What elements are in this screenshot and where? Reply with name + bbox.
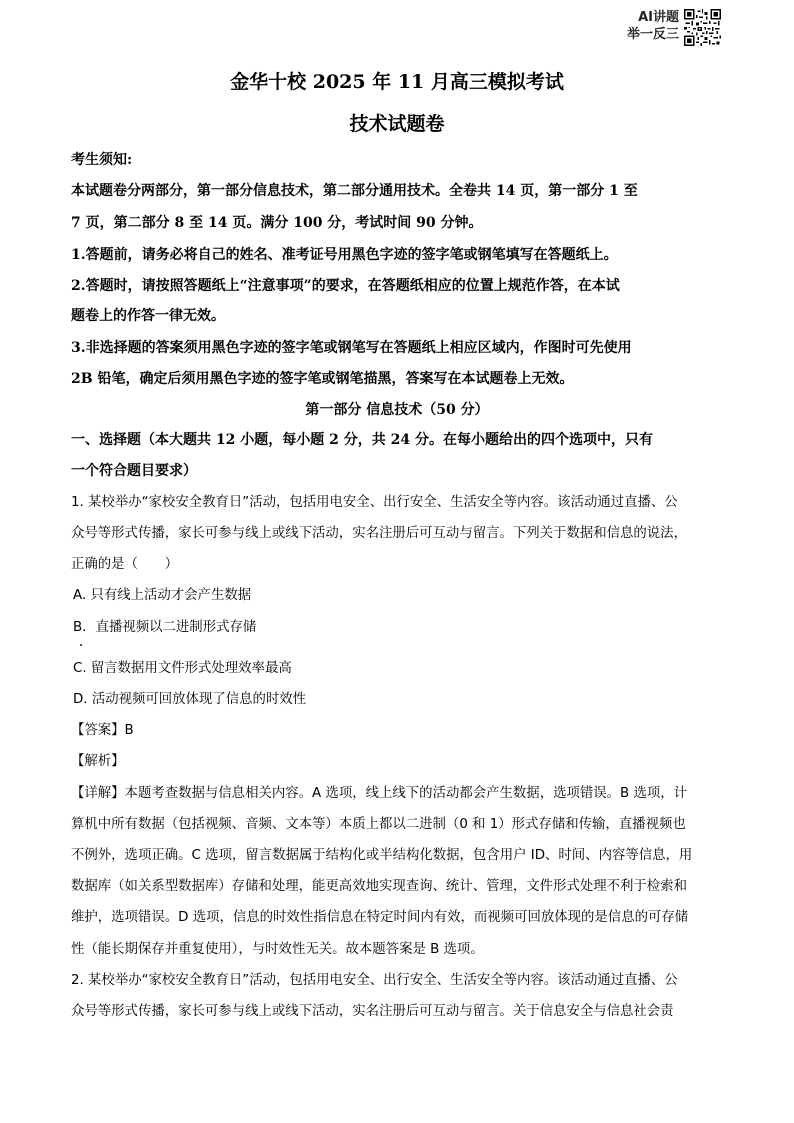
question-1-option-c: C. 留言数据用文件形式处理效率最高 bbox=[73, 661, 292, 676]
question-1-analysis-line: 不例外，选项正确。C 选项，留言数据属于结构化或半结构化数据，包含用户 ID、时间、内容等信息，用 bbox=[71, 848, 693, 863]
question-2-stem: 2. 某校举办“家校安全教育日”活动，包括用电安全、出行安全、生活安全等内容。该活动通过直播、公 bbox=[71, 973, 678, 988]
badge-text bbox=[613, 9, 679, 43]
question-1-analysis-line: 【详解】本题考查数据与信息相关内容。A 选项，线上线下的活动都会产生数据，选项错误。B 选项，计 bbox=[71, 786, 688, 801]
exam-title: 金华十校 2025 年 11 月高三模拟考试 bbox=[230, 71, 564, 93]
paper-subtitle: 技术试题卷 bbox=[349, 113, 445, 135]
notice-line: 本试题卷分两部分，第一部分信息技术，第二部分通用技术。全卷共 14 页，第一部分 1 至 bbox=[71, 183, 638, 199]
question-1-analysis-line: 算机中所有数据（包括视频、音频、文本等）本质上都以二进制（0 和 1）形式存储和传输，直播视频也 bbox=[71, 817, 686, 832]
question-1-analysis-line: 数据库（如关系型数据库）存储和处理，能更高效地实现查询、统计、管理，文件形式处理不利于检索和 bbox=[71, 879, 687, 894]
question-1-stem: 众号等形式传播，家长可参与线上或线下活动，实名注册后可互动与留言。下列关于数据和信息的说法， bbox=[71, 526, 687, 541]
badge-line-2: 举一反三 bbox=[626, 27, 679, 42]
notice-line: 题卷上的作答一律无效。 bbox=[71, 308, 225, 324]
section-heading: 一、选择题（本大题共 12 小题，每小题 2 分，共 24 分。在每小题给出的四个选项中，只有 bbox=[71, 432, 653, 448]
question-1-answer: 【答案】B bbox=[71, 723, 134, 738]
stray-dot bbox=[80, 644, 82, 646]
question-2-stem: 众号等形式传播，家长可参与线上或线下活动，实名注册后可互动与留言。关于信息安全与信息社会责 bbox=[71, 1004, 674, 1019]
notice-line: 2B 铅笔，确定后须用黑色字迹的签字笔或钢笔描黑，答案写在本试题卷上无效。 bbox=[71, 371, 574, 387]
question-1-stem: 正确的是（ ） bbox=[71, 557, 179, 572]
section-heading: 一个符合题目要求） bbox=[71, 463, 197, 479]
question-1-option-a: A. 只有线上活动才会产生数据 bbox=[73, 588, 252, 603]
question-1-analysis-label: 【解析】 bbox=[71, 754, 125, 769]
question-1-stem: 1. 某校举办“家校安全教育日”活动，包括用电安全、出行安全、生活安全等内容。该活动通过直播、公 bbox=[71, 495, 678, 510]
question-1-option-b: B．直播视频以二进制形式存储 bbox=[73, 620, 257, 635]
question-1-analysis-line: 性（能长期保存并重复使用），与时效性无关。故本题答案是 B 选项。 bbox=[71, 942, 484, 957]
badge-line-1: AI讲题 bbox=[638, 10, 679, 25]
ai-explain-badge[interactable] bbox=[613, 9, 723, 47]
notice-line: 1.答题前，请务必将自己的姓名、准考证号用黑色字迹的签字笔或钢笔填写在答题纸上。 bbox=[71, 247, 618, 263]
notice-heading: 考生须知: bbox=[71, 152, 133, 168]
question-1-analysis-line: 维护，选项错误。D 选项，信息的时效性指信息在特定时间内有效，而视频可回放体现的是信息的可存储 bbox=[71, 910, 689, 925]
notice-line: 7 页，第二部分 8 至 14 页。满分 100 分，考试时间 90 分钟。 bbox=[71, 215, 483, 231]
notice-line: 3.非选择题的答案须用黑色字迹的签字笔或钢笔写在答题纸上相应区域内，作图时可先使用 bbox=[71, 340, 632, 356]
part-one-title: 第一部分 信息技术（50 分） bbox=[305, 402, 489, 418]
notice-line: 2.答题时，请按照答题纸上“注意事项”的要求，在答题纸相应的位置上规范作答，在本试 bbox=[71, 278, 620, 294]
qr-code-icon[interactable] bbox=[684, 9, 721, 46]
question-1-option-d: D. 活动视频可回放体现了信息的时效性 bbox=[73, 692, 307, 707]
